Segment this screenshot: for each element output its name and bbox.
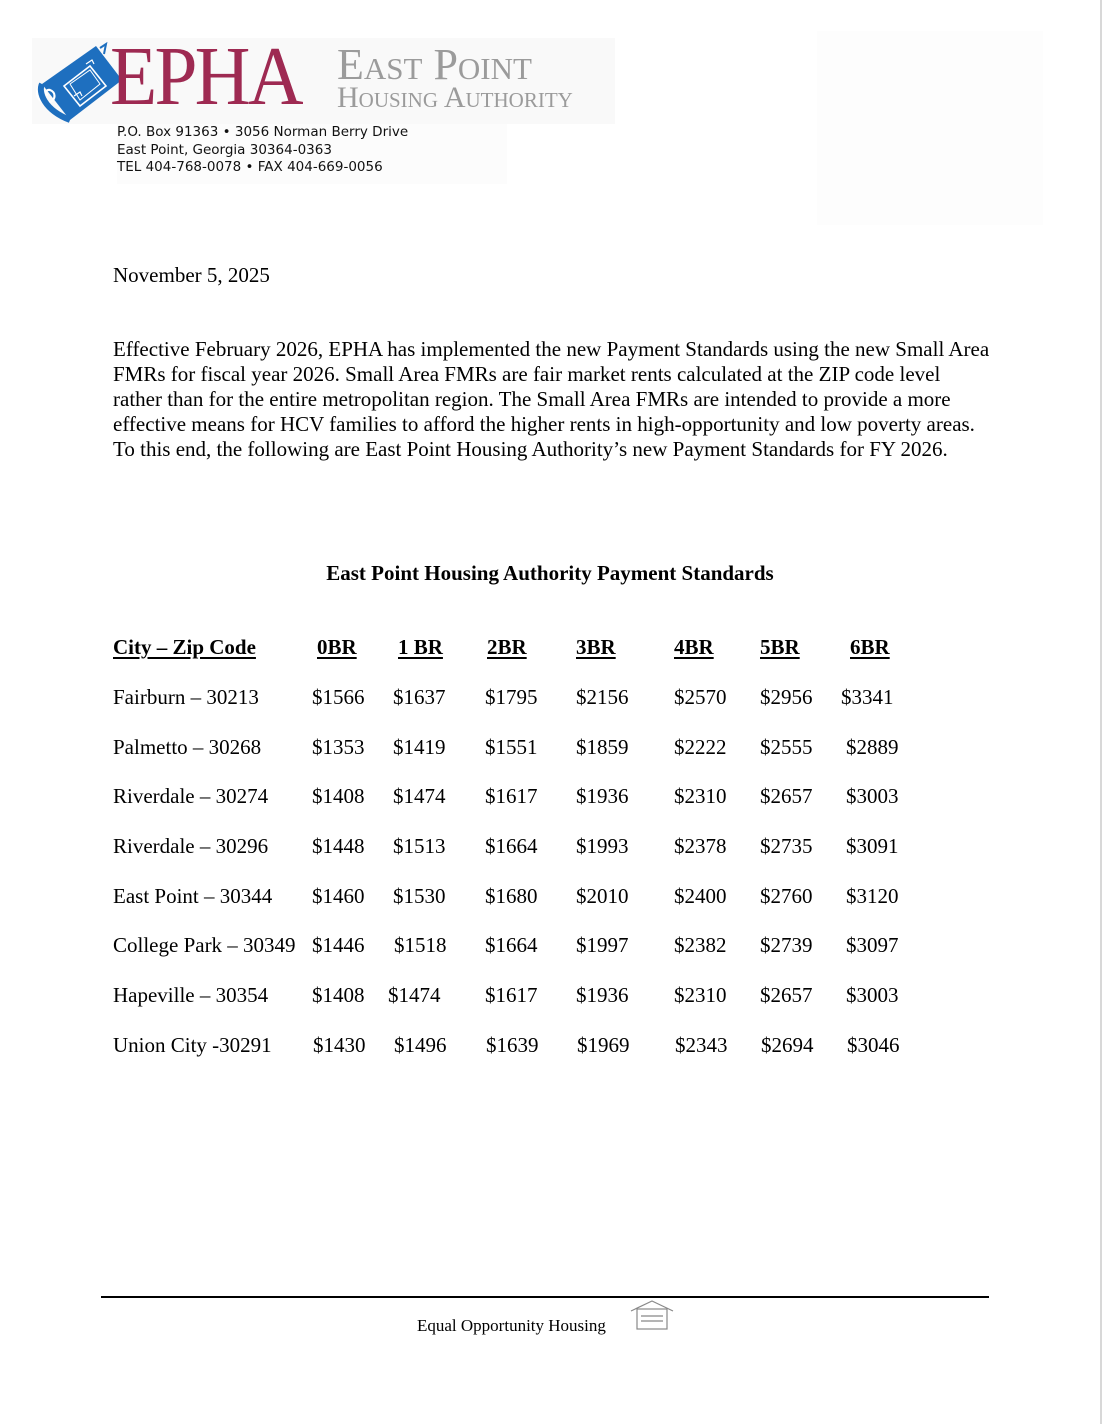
rate-6br: $3091 (846, 834, 899, 859)
city-zip-cell: Fairburn – 30213 (113, 685, 259, 709)
rate-6br: $2889 (846, 734, 899, 759)
rate-4br: $2570 (674, 685, 727, 709)
rate-6br: $3046 (847, 1032, 900, 1057)
rate-3br: $1936 (576, 983, 629, 1008)
rate-6br: $3097 (846, 933, 899, 958)
rate-4br: $2400 (674, 883, 727, 908)
rate-0br: $1408 (312, 983, 365, 1008)
address-line-city: East Point, Georgia 30364-0363 (117, 141, 332, 158)
rate-5br: $2657 (760, 983, 813, 1008)
rate-0br: $1446 (312, 933, 365, 958)
header-5br: 5BR (760, 635, 800, 659)
rate-3br: $2156 (576, 685, 629, 709)
rate-2br: $1664 (485, 933, 538, 958)
rate-1br: $1419 (393, 734, 446, 759)
rate-5br: $2739 (760, 933, 813, 958)
rate-4br: $2310 (674, 983, 727, 1008)
rate-3br: $1936 (576, 784, 629, 809)
city-zip-cell: Riverdale – 30296 (113, 834, 269, 859)
address-line-po-box: P.O. Box 91363 • 3056 Norman Berry Drive (117, 124, 409, 140)
city-zip-cell: East Point – 30344 (113, 883, 273, 908)
rate-3br: $1993 (576, 834, 629, 859)
rate-6br: $3003 (846, 983, 899, 1008)
rate-2br: $1551 (485, 734, 538, 759)
header-4br: 4BR (674, 635, 714, 659)
rate-4br: $2378 (674, 834, 727, 859)
rate-2br: $1680 (485, 883, 538, 908)
rate-2br: $1617 (485, 983, 538, 1008)
rate-3br: $1859 (576, 734, 629, 759)
rate-4br: $2222 (674, 734, 727, 759)
footer-divider (101, 1296, 989, 1298)
logo-name-line2: Housing Authority (337, 81, 573, 114)
city-zip-cell: Union City -30291 (113, 1032, 272, 1057)
rate-1br: $1496 (394, 1032, 447, 1057)
rate-1br: $1518 (394, 933, 447, 958)
header-0br: 0BR (317, 635, 357, 659)
header-6br: 6BR (850, 635, 890, 659)
rate-3br: $1997 (576, 933, 629, 958)
city-zip-cell: Hapeville – 30354 (113, 983, 269, 1008)
rate-0br: $1430 (313, 1032, 366, 1057)
rate-5br: $2555 (760, 734, 813, 759)
rate-5br: $2760 (760, 883, 813, 908)
letterhead-logo (32, 30, 615, 124)
rate-3br: $2010 (576, 883, 629, 908)
rate-2br: $1664 (485, 834, 538, 859)
rate-0br: $1460 (312, 883, 365, 908)
rate-4br: $2343 (675, 1032, 728, 1057)
rate-0br: $1353 (312, 734, 365, 759)
header-2br: 2BR (487, 635, 527, 659)
logo-name-line1: East Point (337, 40, 532, 89)
rate-5br: $2694 (761, 1032, 814, 1057)
rate-1br: $1530 (393, 883, 446, 908)
rate-2br: $1617 (485, 784, 538, 809)
rate-1br: $1513 (393, 834, 446, 859)
rate-5br: $2657 (760, 784, 813, 809)
intro-paragraph (113, 337, 993, 462)
rate-6br: $3003 (846, 784, 899, 809)
rate-4br: $2310 (674, 784, 727, 809)
rate-0br: $1448 (312, 834, 365, 859)
rate-5br: $2735 (760, 834, 813, 859)
rate-1br: $1474 (388, 983, 441, 1008)
header-3br: 3BR (576, 635, 616, 659)
table-title: East Point Housing Authority Payment Standards (326, 561, 774, 585)
intro-text: Effective February 2026, EPHA has implemented the new Payment Standards using the new Small Area FMRs for fiscal year 2026. Small Area FMRs are fair market rents calculated at the ZIP code level rather than for the entire metropolitan region. The Small Area FMRs are intended to provide a more effective means for HCV families to afford the higher rents in high-opportunity and low poverty areas. To this end, the following are East Point Housing Authority’s new Payment Standards for FY 2026. (113, 337, 990, 461)
rate-2br: $1795 (485, 685, 538, 709)
address-line-phone: TEL 404-768-0078 • FAX 404-669-0056 (117, 159, 383, 175)
rate-5br: $2956 (760, 685, 813, 709)
city-zip-cell: College Park – 30349 (113, 933, 296, 958)
rate-3br: $1969 (577, 1032, 630, 1057)
rate-2br: $1639 (486, 1032, 539, 1057)
rate-1br: $1637 (393, 685, 446, 709)
rate-0br: $1566 (312, 685, 365, 709)
header-blank-region (817, 31, 1043, 225)
logo-acronym: EPHA (110, 30, 301, 123)
footer-equal-opportunity-text: Equal Opportunity Housing (417, 1316, 606, 1335)
equal-housing-icon (629, 1299, 675, 1331)
letter-date: November 5, 2025 (113, 263, 270, 287)
rate-0br: $1408 (312, 784, 365, 809)
header-city-zip: City – Zip Code (113, 635, 256, 659)
rate-1br: $1474 (393, 784, 446, 809)
rate-6br: $3341 (841, 685, 894, 709)
city-zip-cell: Palmetto – 30268 (113, 734, 262, 759)
rate-4br: $2382 (674, 933, 727, 958)
rate-6br: $3120 (846, 883, 899, 908)
city-zip-cell: Riverdale – 30274 (113, 784, 269, 809)
header-1br: 1 BR (398, 635, 443, 659)
address-block (117, 124, 507, 184)
